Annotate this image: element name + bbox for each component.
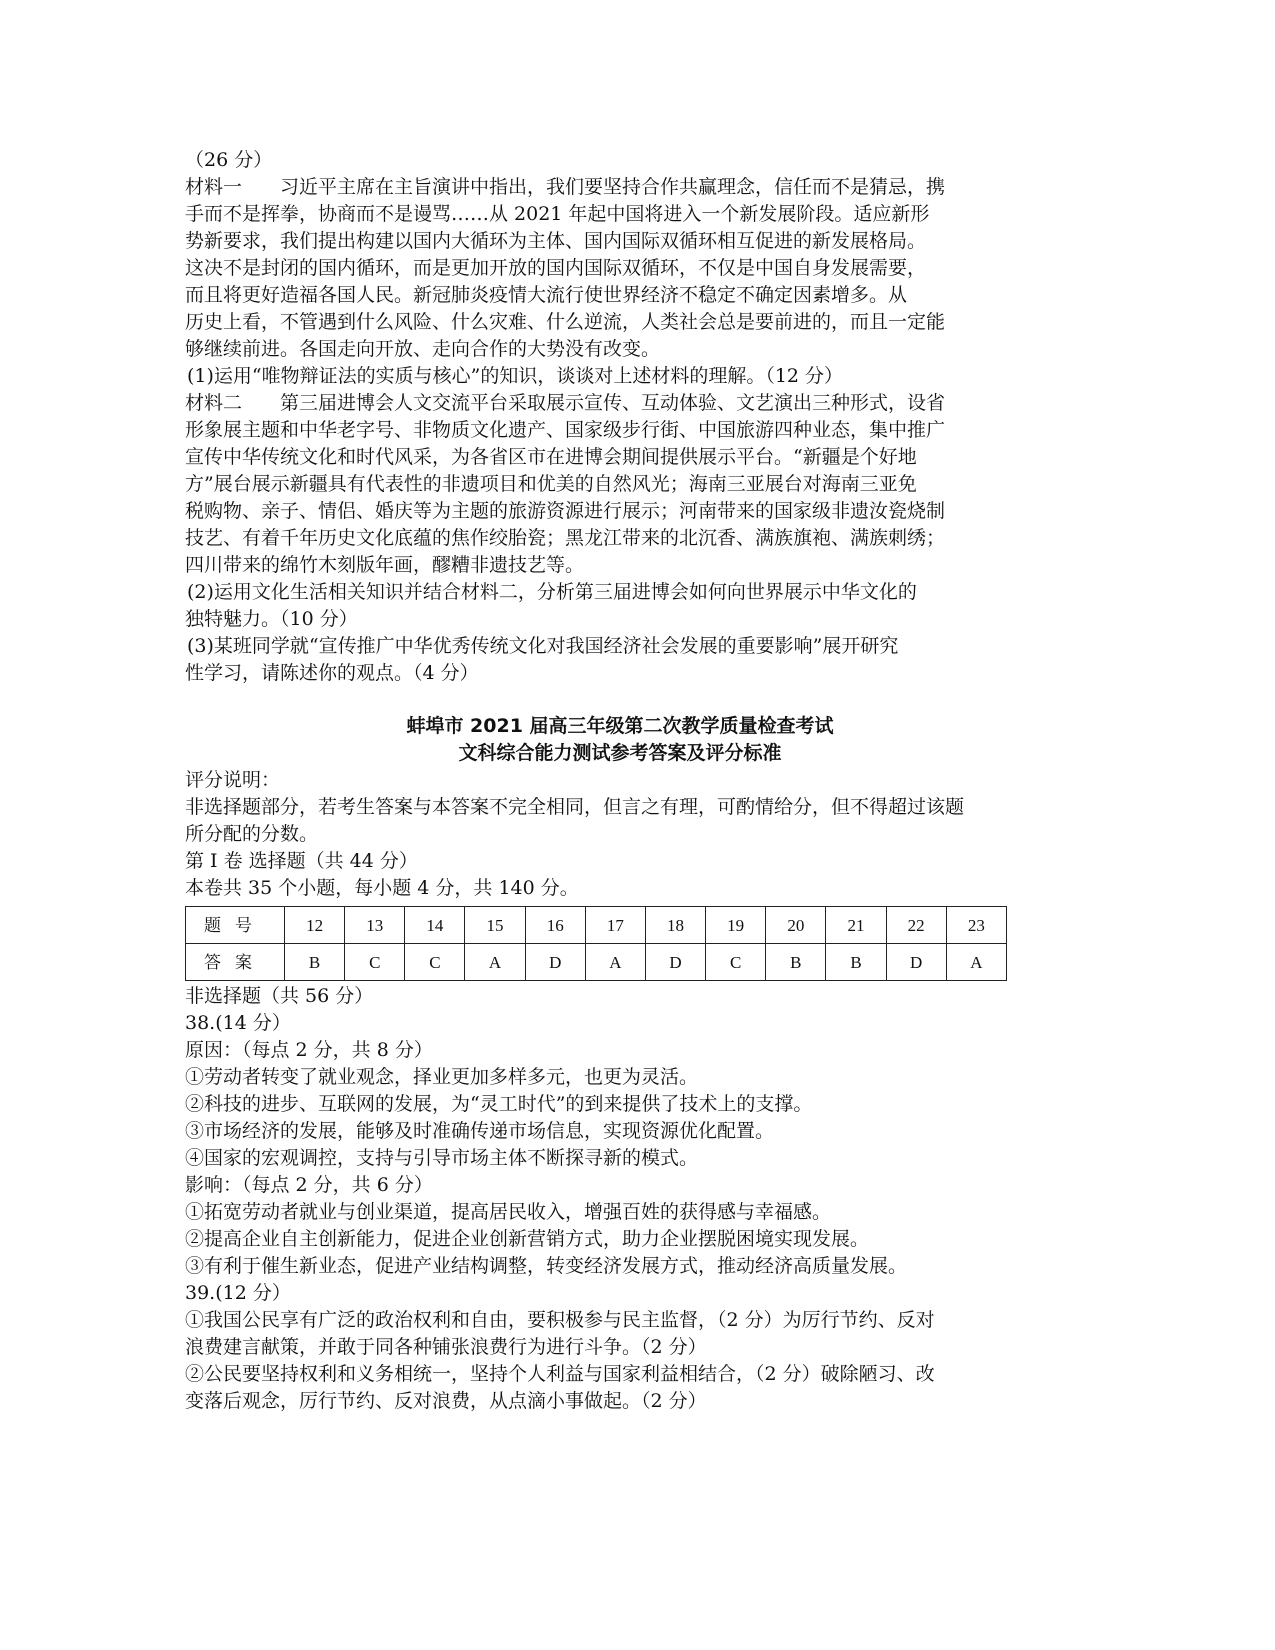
answer-cell: C [345, 944, 405, 981]
question-number-cell: 15 [465, 907, 525, 944]
q38-effects-heading: 影响：（每点 2 分，共 6 分） [185, 1174, 433, 1196]
answer-table-row-numbers [186, 907, 1007, 944]
material2-line: 方”展台展示新疆具有代表性的非遗项目和优美的自然风光；海南三亚展台对海南三亚免 [185, 473, 917, 495]
answer-cell: A [585, 944, 645, 981]
grading-note-line: 所分配的分数。 [185, 823, 319, 845]
question-number-cell: 17 [585, 907, 645, 944]
question-number-cell: 13 [345, 907, 405, 944]
answer-cell: D [645, 944, 705, 981]
question-number-cell: 19 [706, 907, 766, 944]
answer-table [185, 906, 1007, 981]
answer-cell: B [826, 944, 886, 981]
material2-line: 技艺、有着千年历史文化底蕴的焦作绞胎瓷；黑龙江带来的北沉香、满族旗袍、满族刺绣； [185, 527, 946, 549]
subquestion-3: (3)某班同学就“宣传推广中华优秀传统文化对我国经济社会发展的重要影响”展开研究 [187, 635, 899, 657]
section-gap [185, 687, 1055, 713]
answer-cell: D [525, 944, 585, 981]
section-1-desc: 本卷共 35 个小题，每小题 4 分，共 140 分。 [185, 877, 579, 899]
q39-line: ②公民要坚持权利和义务相统一，坚持个人利益与国家利益相结合，（2 分）破除陋习、改 [185, 1363, 935, 1385]
q38-reason: ④国家的宏观调控，支持与引导市场主体不断探寻新的模式。 [185, 1147, 699, 1169]
q38-reason: ①劳动者转变了就业观念，择业更加多样多元，也更为灵活。 [185, 1066, 699, 1088]
answer-cell: D [886, 944, 946, 981]
answer-cell: A [465, 944, 525, 981]
q38-effect: ②提高企业自主创新能力，促进企业创新营销方式，助力企业摆脱困境实现发展。 [185, 1228, 870, 1250]
question-number-cell: 12 [285, 907, 345, 944]
q39-line: ①我国公民享有广泛的政治权利和自由，要积极参与民主监督，（2 分）为厉行节约、反对 [185, 1309, 935, 1331]
q38-reason: ③市场经济的发展，能够及时准确传递市场信息，实现资源优化配置。 [185, 1120, 775, 1142]
q38-reason: ②科技的进步、互联网的发展，为“灵工时代”的到来提供了技术上的支撑。 [185, 1093, 813, 1115]
answer-key-title: 蚌埠市 2021 届高三年级第二次教学质量检查考试 [406, 715, 834, 737]
answer-table-row-answers [186, 944, 1007, 981]
material2-line: 宣传中华传统文化和时代风采，为各省区市在进博会期间提供展示平台。“新疆是个好地 [185, 446, 917, 468]
question-number-cell: 14 [405, 907, 465, 944]
q38-effect: ③有利于催生新业态，促进产业结构调整，转变经济发展方式，推动经济高质量发展。 [185, 1255, 908, 1277]
q38-heading: 38.(14 分） [185, 1012, 291, 1034]
question-number-cell: 16 [525, 907, 585, 944]
subquestion-2-cont: 独特魅力。（10 分） [185, 608, 358, 630]
question-number-cell: 22 [886, 907, 946, 944]
answer-table-header: 答案 [186, 944, 285, 981]
q39-heading: 39.(12 分） [185, 1282, 291, 1304]
question-number-cell: 18 [645, 907, 705, 944]
answer-key-subtitle: 文科综合能力测试参考答案及评分标准 [458, 742, 782, 764]
answer-cell: C [405, 944, 465, 981]
answer-cell: A [946, 944, 1006, 981]
subquestion-2: (2)运用文化生活相关知识并结合材料二，分析第三届进博会如何向世界展示中华文化的 [187, 581, 917, 603]
q39-line: 变落后观念，厉行节约、反对浪费，从点滴小事做起。（2 分） [185, 1390, 707, 1412]
material2-line: 材料二 第三届进博会人文交流平台采取展示宣传、互动体验、文艺演出三种形式，设省 [185, 392, 946, 414]
material1-line: 材料一 习近平主席在主旨演讲中指出，我们要坚持合作共赢理念，信任而不是猜忌，携 [185, 176, 946, 198]
subquestion-3-cont: 性学习，请陈述你的观点。（4 分） [185, 662, 479, 684]
material2-line: 税购物、亲子、情侣、婚庆等为主题的旅游资源进行展示；河南带来的国家级非遗汝瓷烧制 [185, 500, 946, 522]
section-1-heading: 第 I 卷 选择题（共 44 分） [185, 850, 418, 872]
material1-line: 势新要求，我们提出构建以国内大循环为主体、国内国际双循环相互促进的新发展格局。 [185, 230, 927, 252]
material1-line: 而且将更好造福各国人民。新冠肺炎疫情大流行使世界经济不稳定不确定因素增多。从 [185, 284, 908, 306]
question-score: （26 分） [185, 149, 273, 171]
q38-effect: ①拓宽劳动者就业与创业渠道，提高居民收入，增强百姓的获得感与幸福感。 [185, 1201, 832, 1223]
question-number-cell: 20 [766, 907, 826, 944]
q38-reasons-heading: 原因：（每点 2 分，共 8 分） [185, 1039, 433, 1061]
material1-line: 手而不是挥拳，协商而不是谩骂……从 2021 年起中国将进入一个新发展阶段。适应新形 [185, 203, 930, 225]
material1-line: 历史上看，不管遇到什么风险、什么灾难、什么逆流，人类社会总是要前进的，而且一定能 [185, 311, 946, 333]
answer-cell: C [706, 944, 766, 981]
material2-line: 四川带来的绵竹木刻版年画，醪糟非遗技艺等。 [185, 554, 585, 576]
question-number-cell: 21 [826, 907, 886, 944]
answer-table-header: 题号 [186, 907, 285, 944]
answer-cell: B [285, 944, 345, 981]
question-number-cell: 23 [946, 907, 1006, 944]
material1-line: 够继续前进。各国走向开放、走向合作的大势没有改变。 [185, 338, 661, 360]
q39-line: 浪费建言献策，并敢于同各种铺张浪费行为进行斗争。（2 分） [185, 1336, 707, 1358]
material1-line: 这决不是封闭的国内循环，而是更加开放的国内国际双循环，不仅是中国自身发展需要， [185, 257, 927, 279]
material2-line: 形象展主题和中华老字号、非物质文化遗产、国家级步行街、中国旅游四种业态，集中推广 [185, 419, 946, 441]
section-2-heading: 非选择题（共 56 分） [185, 985, 374, 1007]
answer-cell: B [766, 944, 826, 981]
document-body [185, 147, 1055, 1415]
grading-note-line: 非选择题部分，若考生答案与本答案不完全相同，但言之有理，可酌情给分，但不得超过该题 [185, 796, 965, 818]
grading-note-heading: 评分说明： [185, 769, 281, 791]
subquestion-1: (1)运用“唯物辩证法的实质与核心”的知识，谈谈对上述材料的理解。（12 分） [187, 365, 844, 387]
